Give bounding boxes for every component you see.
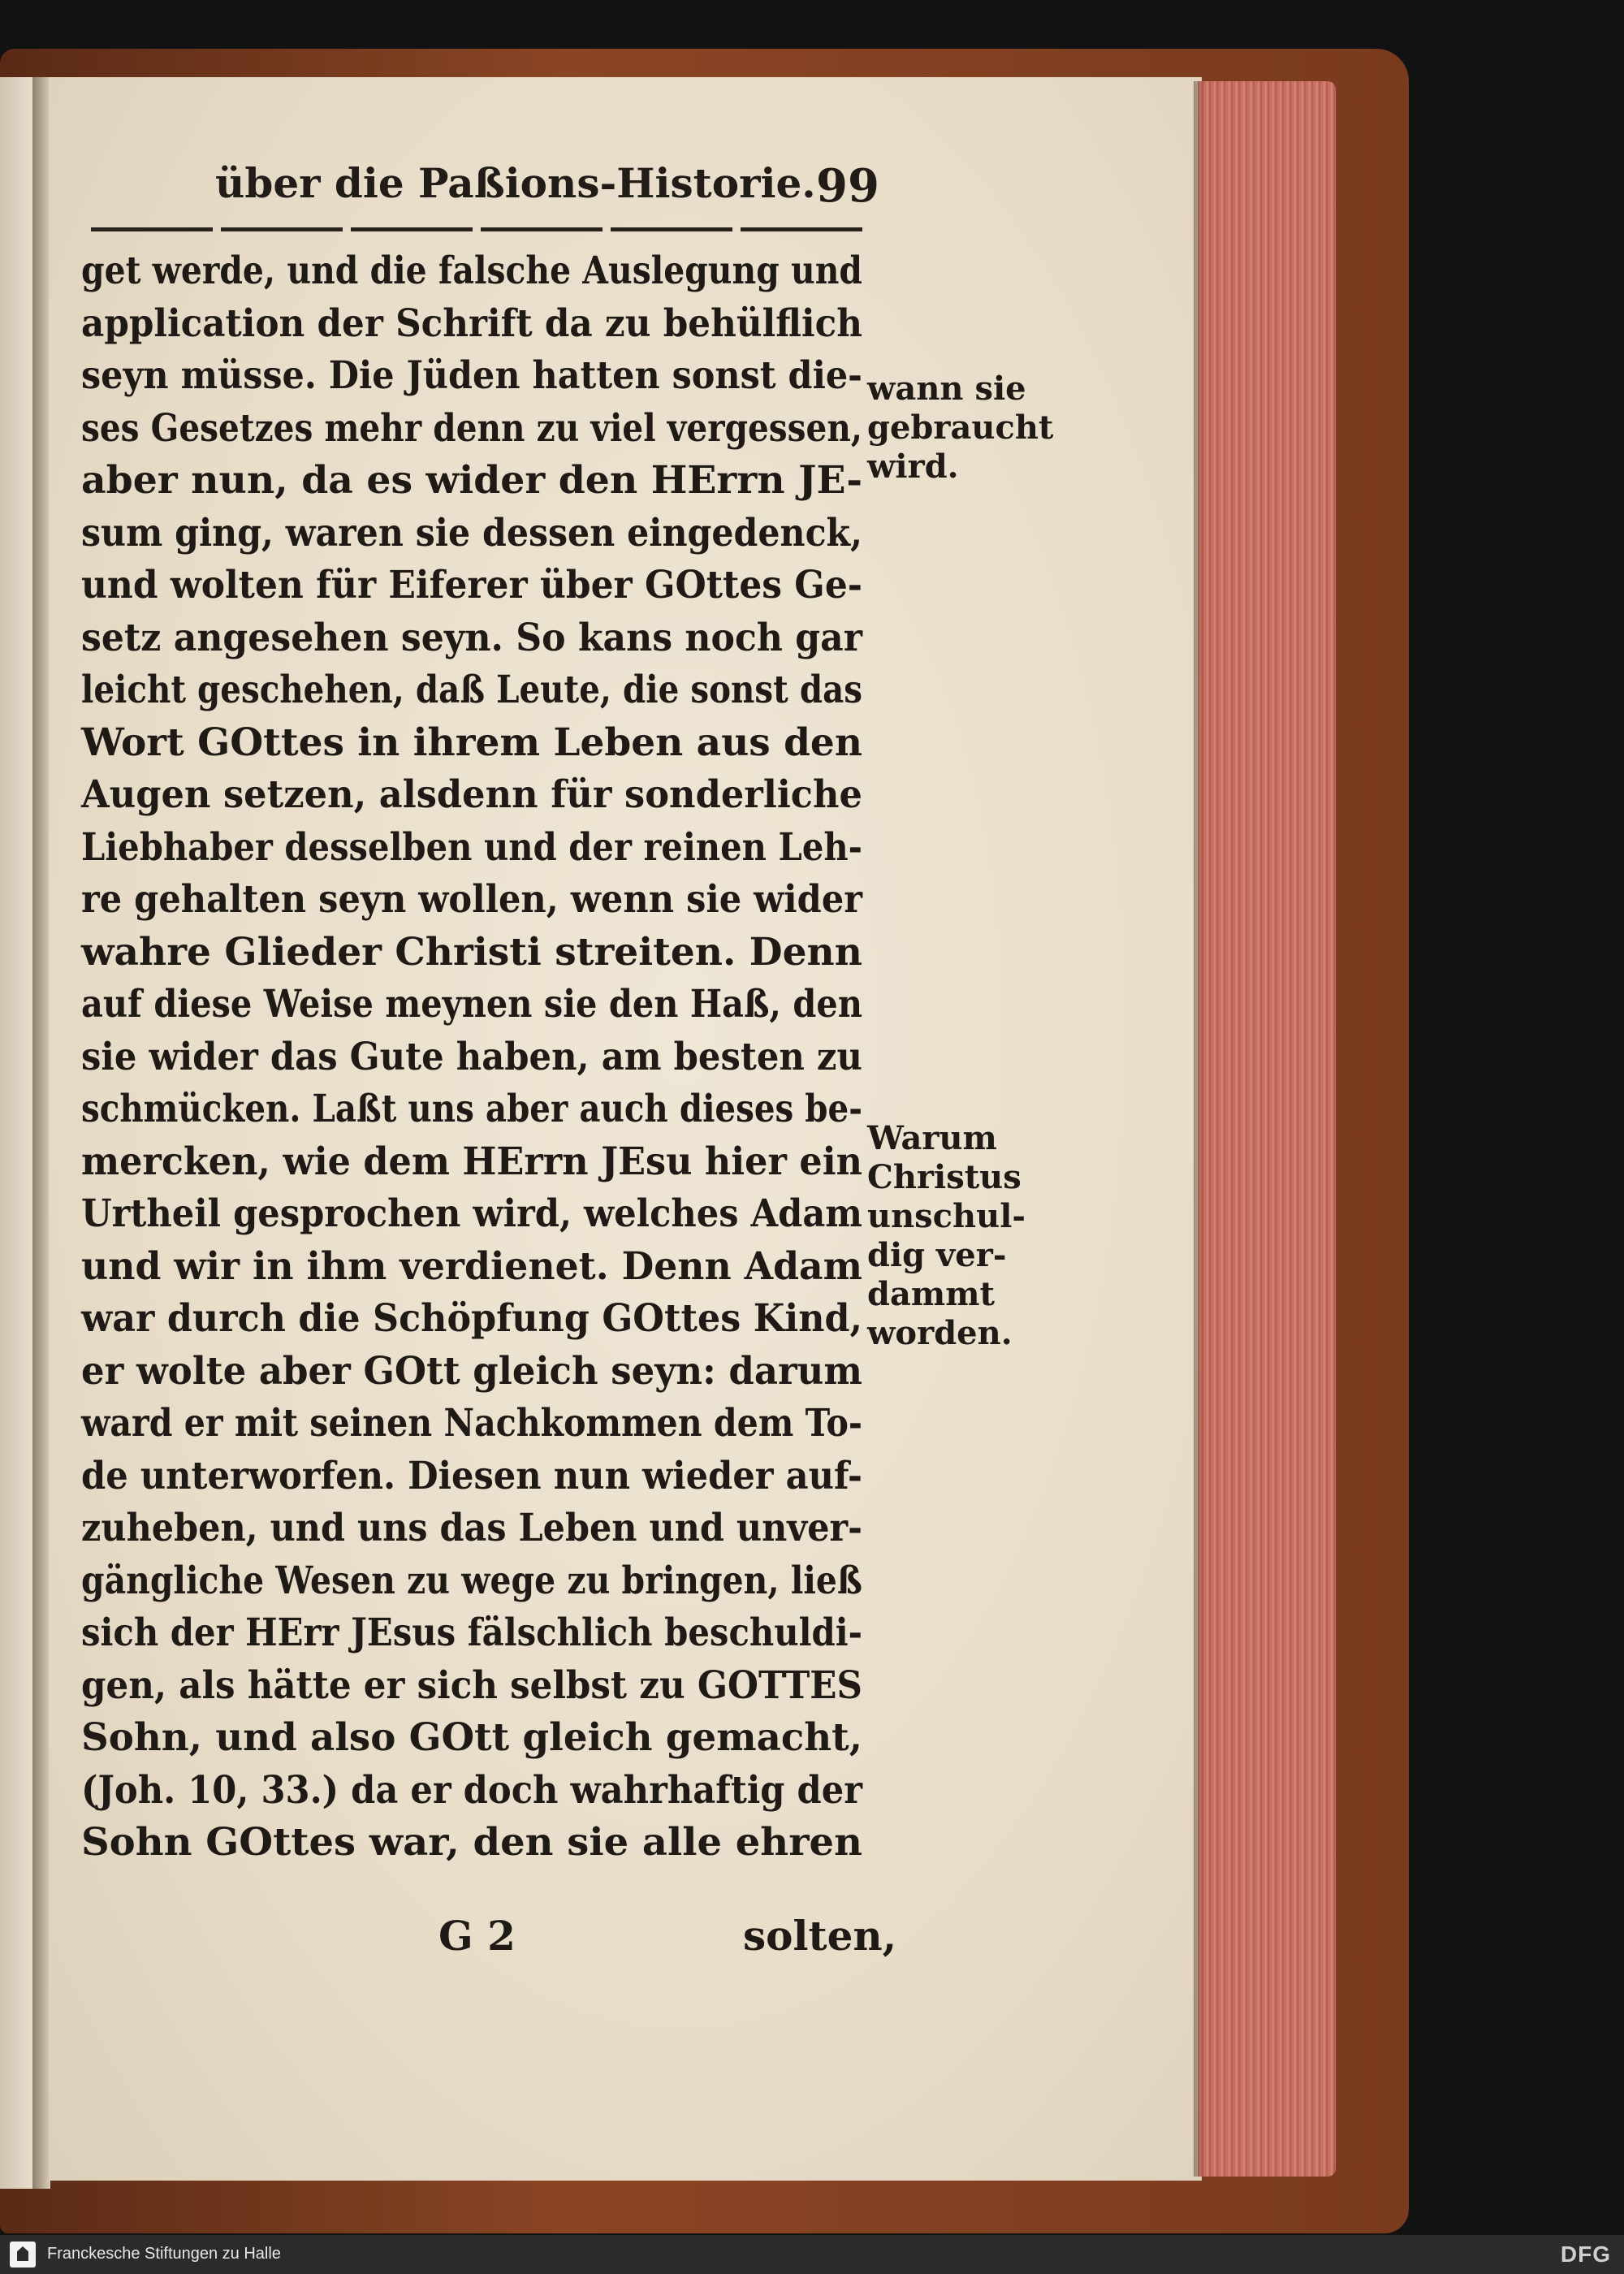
- page-number: 99: [816, 159, 879, 213]
- text-line: [81, 350, 873, 403]
- text-line: [81, 664, 873, 717]
- text-line-content: mercken, wie dem HErrn JEsu hier ein: [81, 1139, 862, 1184]
- text-line: [81, 769, 873, 822]
- header-rule: [91, 227, 866, 231]
- margin-note-line: dammt: [867, 1275, 996, 1313]
- text-line: [81, 1083, 873, 1136]
- text-line: [81, 979, 873, 1031]
- margin-note-line: wird.: [867, 447, 959, 486]
- text-line-content: schmücken. Laßt uns aber auch dieses be-: [81, 1087, 862, 1131]
- text-line: [81, 1712, 873, 1765]
- text-line: [81, 1450, 873, 1503]
- book-gutter: [32, 77, 50, 2189]
- text-line-content: ward er mit seinen Nachkommen dem To-: [81, 1401, 862, 1446]
- text-line-content: zuheben, und uns das Leben und unver-: [81, 1506, 862, 1550]
- text-line: [81, 717, 873, 770]
- text-line: [81, 1398, 873, 1450]
- text-line-content: wahre Glieder Christi streiten. Denn: [81, 929, 862, 975]
- page-fore-edge: [1198, 81, 1336, 2177]
- text-line-content: leicht geschehen, daß Leute, die sonst das: [81, 668, 862, 712]
- margin-note: [867, 370, 1053, 486]
- body-text: [81, 245, 873, 1870]
- margin-note-line: gebraucht: [867, 409, 1054, 447]
- text-line-content: Urtheil gesprochen wird, welches Adam: [81, 1191, 862, 1236]
- signature-mark: G 2: [438, 1912, 516, 1960]
- footer-bar: [0, 2235, 1624, 2274]
- text-line: [81, 1765, 873, 1818]
- text-line-content: sie wider das Gute haben, am besten zu: [81, 1034, 862, 1079]
- text-line: [81, 245, 873, 298]
- text-line: [81, 1660, 873, 1713]
- text-line-content: Augen setzen, alsdenn für sonderliche: [81, 772, 862, 817]
- margin-note-line: Warum: [867, 1119, 997, 1157]
- text-line: [81, 1555, 873, 1608]
- text-line-content: seyn müsse. Die Jüden hatten sonst die-: [81, 353, 862, 398]
- text-line: [81, 1607, 873, 1660]
- text-line: [81, 612, 873, 665]
- margin-note-line: unschul-: [867, 1197, 1026, 1235]
- text-line: [81, 1346, 873, 1399]
- text-line-content: und wir in ihm verdienet. Denn Adam: [81, 1243, 862, 1289]
- text-line: [81, 1293, 873, 1346]
- text-line: [81, 1817, 873, 1870]
- catchword: solten,: [743, 1912, 897, 1960]
- margin-note-line: wann sie: [867, 370, 1026, 408]
- text-line-content: aber nun, da es wider den HErrn JE-: [81, 458, 862, 503]
- text-line-content: setz angesehen seyn. So kans noch gar: [81, 615, 862, 660]
- margin-note-line: worden.: [867, 1314, 1013, 1352]
- text-line: [81, 508, 873, 560]
- text-line-content: application der Schrift da zu behülflich: [81, 300, 862, 346]
- text-line: [81, 1031, 873, 1084]
- fore-edge-shadow: [1194, 81, 1205, 2177]
- left-page-edge: [0, 77, 34, 2189]
- footer-brand-logo: DFG: [1560, 2242, 1611, 2267]
- text-line-content: gen, als hätte er sich selbst zu GOTTES: [81, 1662, 862, 1708]
- margin-note: [867, 1119, 1026, 1353]
- text-line-content: re gehalten seyn wollen, wenn sie wider: [81, 877, 862, 922]
- institution-logo-icon: [10, 2242, 36, 2268]
- text-line: [81, 927, 873, 979]
- text-line-content: (Joh. 10, 33.) da er doch wahrhaftig der: [81, 1767, 862, 1813]
- text-line-content: Liebhaber desselben und der reinen Leh-: [81, 824, 862, 870]
- running-head: über die Paßions-Historie.: [215, 159, 816, 207]
- text-line-content: sum ging, waren sie dessen eingedenck,: [81, 510, 862, 556]
- footer-institution: Franckesche Stiftungen zu Halle: [47, 2245, 281, 2263]
- text-line-content: gängliche Wesen zu wege zu bringen, ließ: [81, 1558, 862, 1603]
- text-line: [81, 1188, 873, 1241]
- text-line: [81, 403, 873, 456]
- text-line: [81, 298, 873, 351]
- text-line-content: und wolten für Eiferer über GOttes Ge-: [81, 563, 862, 607]
- text-line-content: Sohn, und also GOtt gleich gemacht,: [81, 1715, 862, 1760]
- text-line-content: get werde, und die falsche Auslegung und: [81, 249, 862, 293]
- text-line-content: ses Gesetzes mehr denn zu viel vergessen,: [81, 405, 862, 451]
- text-line-content: Wort GOttes in ihrem Leben aus den: [81, 720, 862, 765]
- text-line: [81, 874, 873, 927]
- margin-note-line: dig ver-: [867, 1236, 1007, 1274]
- text-line-content: er wolte aber GOtt gleich seyn: darum: [81, 1348, 862, 1394]
- text-line: [81, 455, 873, 508]
- text-line-content: Sohn GOttes war, den sie alle ehren: [81, 1820, 862, 1865]
- text-line-content: war durch die Schöpfung GOttes Kind,: [81, 1296, 862, 1341]
- text-line-content: sich der HErr JEsus fälschlich beschuldi-: [81, 1610, 862, 1655]
- text-line: [81, 560, 873, 612]
- margin-note-line: Christus: [867, 1158, 1021, 1196]
- text-line-content: de unterworfen. Diesen nun wieder auf-: [81, 1453, 862, 1498]
- text-line: [81, 822, 873, 875]
- text-line: [81, 1241, 873, 1294]
- text-line: [81, 1136, 873, 1189]
- text-line: [81, 1502, 873, 1555]
- text-line-content: auf diese Weise meynen sie den Haß, den: [81, 982, 862, 1027]
